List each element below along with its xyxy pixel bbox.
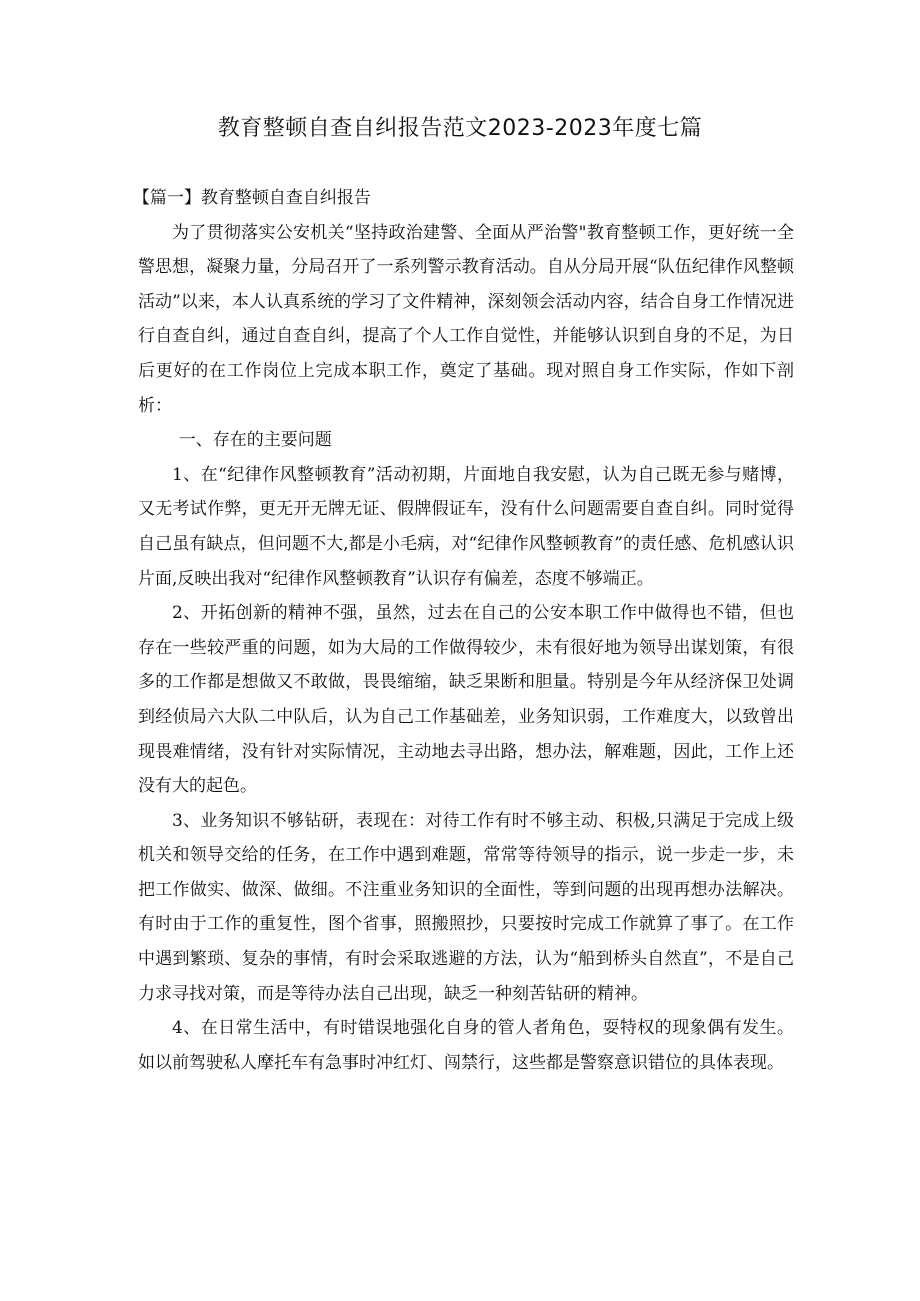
- document-body: [132, 181, 794, 1080]
- intro-paragraph: 为了贯彻落实公安机关“坚持政治建警、全面从严治警"教育整顿工作，更好统一全警思想，凝聚力量，分局召开了一系列警示教育活动。自从分局开展“队伍纪律作风整顿活动”以来，本人认真系统的学习了文件精神，深刻领会活动内容，结合自身工作情况进行自查自纠，通过自查自纠，提高了个人工作自觉性，并能够认识到自身的不足，为日后更好的在工作岗位上完成本职工作，奠定了基础。现对照自身工作实际，作如下剖析：: [138, 222, 794, 416]
- problem-item-4: 4、在日常生活中，有时错误地强化自身的管人者角色，耍特权的现象偶有发生。如以前驾驶私人摩托车有急事时冲红灯、闯禁行，这些都是警察意识错位的具体表现。: [138, 1018, 794, 1073]
- subheading-main-problems: 一、存在的主要问题: [178, 430, 332, 451]
- section-heading: 【篇一】教育整顿自查自纠报告: [132, 188, 371, 208]
- problem-item-1: 1、在“纪律作风整顿教育”活动初期，片面地自我安慰，认为自己既无参与赌博，又无考试作弊，更无开无牌无证、假牌假证车，没有什么问题需要自查自纠。同时觉得自己虽有缺点，但问题不大,都是小毛病，对“纪律作风整顿教育”的责任感、危机感认识片面,反映出我对“纪律作风整顿教育”认识存有偏差，态度不够端正。: [138, 464, 794, 589]
- document-title: 教育整顿自查自纠报告范文2023-2023年度七篇: [217, 116, 703, 141]
- problem-item-3: 3、业务知识不够钻研，表现在：对待工作有时不够主动、积极,只满足于完成上级机关和领导交给的任务，在工作中遇到难题，常常等待领导的指示，说一步走一步，未把工作做实、做深、做细。不注重业务知识的全面性，等到问题的出现再想办法解决。有时由于工作的重复性，图个省事，照搬照抄，只要按时完成工作就算了事了。在工作中遇到繁琐、复杂的事情，有时会采取逃避的方法，认为“船到桥头自然直”，不是自己力求寻找对策，而是等待办法自己出现，缺乏一种刻苦钻研的精神。: [138, 810, 794, 1004]
- problem-item-2: 2、开拓创新的精神不强，虽然，过去在自己的公安本职工作中做得也不错，但也存在一些较严重的问题，如为大局的工作做得较少，未有很好地为领导出谋划策，有很多的工作都是想做又不敢做，畏畏缩缩，缺乏果断和胆量。特别是今年从经济保卫处调到经侦局六大队二中队后，认为自己工作基础差，业务知识弱，工作难度大，以致曾出现畏难情绪，没有针对实际情况，主动地去寻出路，想办法，解难题，因此，工作上还没有大的起色。: [138, 603, 794, 797]
